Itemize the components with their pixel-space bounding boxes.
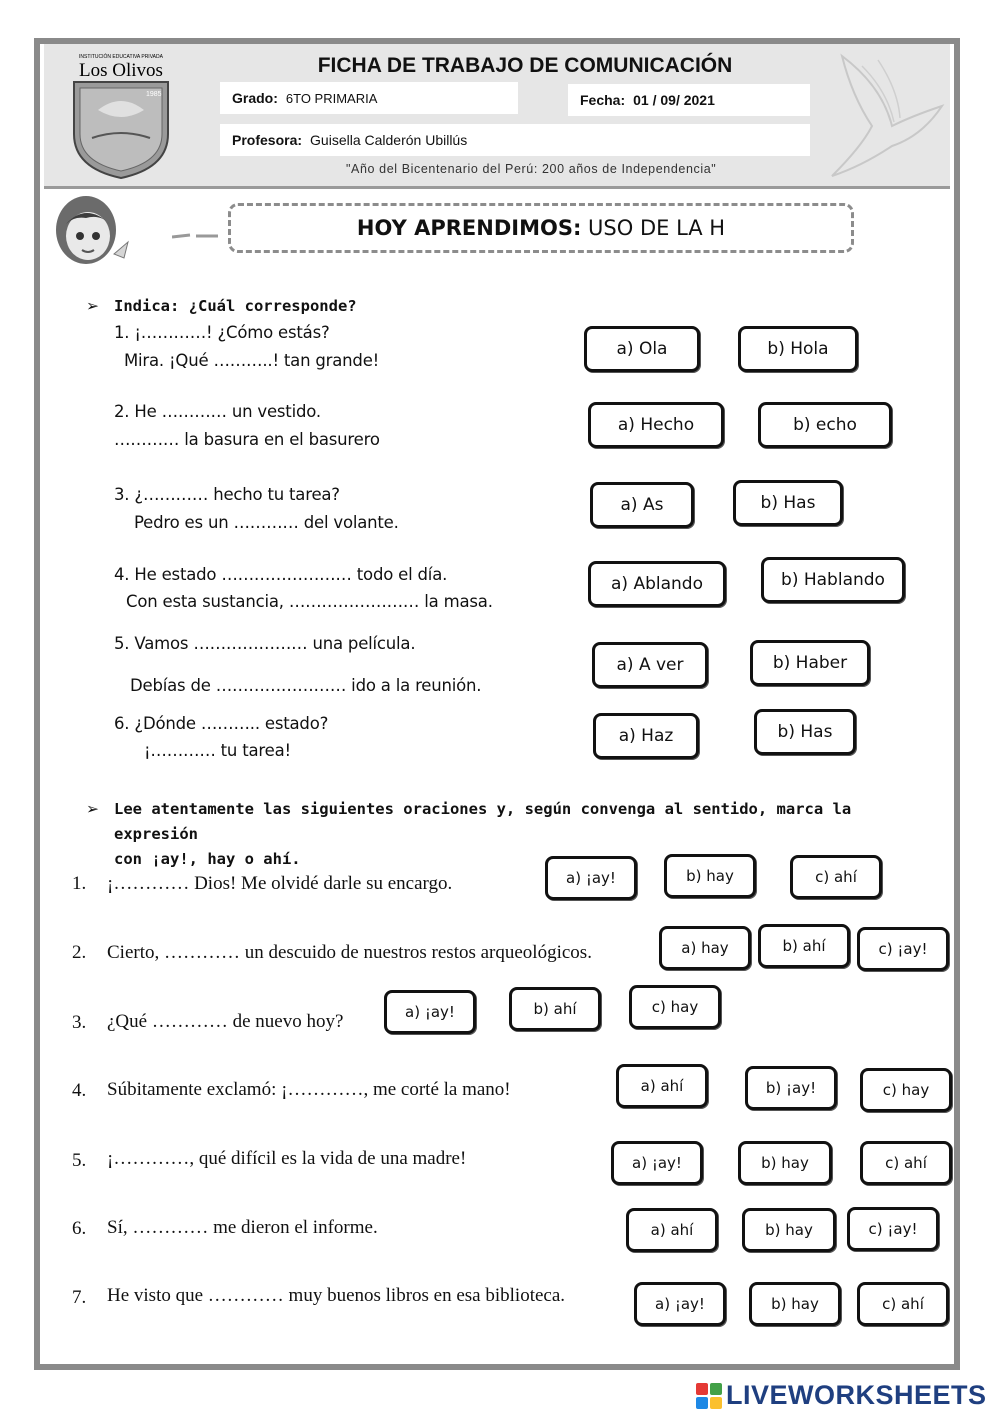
s2-sentence-4: Súbitamente exclamó: ¡…………, me corté la mano! [107, 1079, 511, 1100]
s2-q3-option-c[interactable]: c) hay [629, 985, 721, 1029]
s1-q3-option-a[interactable]: a) As [590, 482, 694, 528]
profesora-field [220, 124, 810, 156]
liveworksheets-logo-icon [696, 1383, 722, 1409]
s1-q6-option-b[interactable]: b) Has [754, 709, 856, 755]
logo-square [710, 1383, 722, 1395]
s1-q6-option-a[interactable]: a) Haz [593, 713, 699, 759]
student-girl-icon [52, 194, 136, 270]
s2-num-1: 1. [72, 873, 87, 894]
topic-title [228, 216, 854, 240]
s2-q7-option-a[interactable]: a) ¡ay! [634, 1282, 726, 1326]
s2-q3-option-a[interactable]: a) ¡ay! [384, 990, 476, 1034]
s1-q1-line1: 1. ¡…………! ¿Cómo estás? [114, 323, 330, 342]
fecha-field [568, 84, 810, 116]
speech-dash-icon [172, 232, 220, 240]
s2-q2-option-c[interactable]: c) ¡ay! [857, 927, 949, 971]
s2-sentence-7: He visto que ………… muy buenos libros en esa biblioteca. [107, 1285, 566, 1306]
s2-sentence-3: ¿Qué ………… de nuevo hoy? [107, 1011, 344, 1032]
s2-num-3: 3. [72, 1012, 87, 1033]
s1-q5-line1: 5. Vamos ………………… una película. [114, 634, 416, 653]
s2-num-7: 7. [72, 1287, 87, 1308]
s1-q4-line2: Con esta sustancia, …………………… la masa. [126, 592, 493, 611]
s1-q6-line2: ¡………… tu tarea! [144, 741, 291, 760]
s2-num-5: 5. [72, 1150, 87, 1171]
s2-q4-option-b[interactable]: b) ¡ay! [745, 1066, 837, 1110]
s2-q6-option-c[interactable]: c) ¡ay! [847, 1207, 939, 1251]
s1-q2-line2: ………… la basura en el basurero [114, 430, 380, 449]
s2-sentence-1: ¡………… Dios! Me olvidé darle su encargo. [107, 873, 453, 894]
s1-q2-option-b[interactable]: b) echo [758, 402, 892, 448]
grado-value: 6TO PRIMARIA [285, 91, 378, 106]
s2-q6-option-a[interactable]: a) ahí [626, 1208, 718, 1252]
s2-q4-option-a[interactable]: a) ahí [616, 1064, 708, 1108]
s2-q5-option-c[interactable]: c) ahí [860, 1141, 952, 1185]
fecha-value: 01 / 09/ 2021 [633, 92, 715, 108]
s2-sentence-6: Sí, ………… me dieron el informe. [107, 1217, 378, 1238]
s2-sentence-2: Cierto, ………… un descuido de nuestros restos arqueológicos. [107, 942, 592, 963]
logo-square [710, 1397, 722, 1409]
section2-instruction-line2: con ¡ay!, hay o ahí. [114, 850, 301, 868]
s1-q4-option-b[interactable]: b) Hablando [761, 557, 905, 603]
section1-instruction [86, 297, 357, 315]
s1-q5-option-a[interactable]: a) A ver [592, 642, 708, 688]
s2-q3-option-b[interactable]: b) ahí [509, 987, 601, 1031]
s2-q4-option-c[interactable]: c) hay [860, 1068, 952, 1112]
topic-bold: HOY APRENDIMOS: [356, 216, 582, 240]
s1-q2-option-a[interactable]: a) Hecho [588, 402, 724, 448]
liveworksheets-watermark [696, 1380, 987, 1411]
dove-icon [822, 46, 950, 180]
s1-q3-line2: Pedro es un ………… del volante. [134, 513, 399, 532]
s2-q2-option-b[interactable]: b) ahí [758, 924, 850, 968]
motto-text: "Año del Bicentenario del Perú: 200 años de Independencia" [346, 162, 717, 176]
fecha-label: Fecha: [580, 92, 626, 108]
s2-q7-option-b[interactable]: b) hay [749, 1282, 841, 1326]
s2-q1-option-a[interactable]: a) ¡ay! [545, 856, 637, 900]
logo-year: 1985 [146, 91, 162, 98]
s2-q2-option-a[interactable]: a) hay [659, 926, 751, 970]
profesora-label: Profesora: [232, 132, 303, 148]
school-shield-logo [68, 50, 174, 180]
logo-small-text: INSTITUCIÓN EDUCATIVA PRIVADA [79, 54, 163, 60]
arrow-bullet-icon: ➢ [86, 297, 99, 315]
s1-q1-line2: Mira. ¡Qué ………..! tan grande! [124, 351, 380, 370]
page-title: FICHA DE TRABAJO DE COMUNICACIÓN [317, 54, 733, 77]
s1-q2-line1: 2. He ………… un vestido. [114, 402, 321, 421]
s2-num-4: 4. [72, 1080, 87, 1101]
s1-q5-option-b[interactable]: b) Haber [750, 640, 870, 686]
s2-sentence-5: ¡…………, qué difícil es la vida de una madre! [107, 1148, 467, 1169]
grado-label: Grado: [232, 90, 278, 106]
profesora-value: Guisella Calderón Ubillús [310, 132, 468, 148]
topic-normal: USO DE LA H [588, 216, 726, 240]
arrow-bullet-icon: ➢ [86, 800, 99, 818]
s2-q5-option-b[interactable]: b) hay [738, 1141, 832, 1185]
logo-square [696, 1383, 708, 1395]
s1-q3-option-b[interactable]: b) Has [733, 480, 843, 526]
s2-num-6: 6. [72, 1218, 87, 1239]
s1-q5-line2: Debías de …………………… ido a la reunión. [130, 676, 482, 695]
section2-instruction-line1: Lee atentamente las siguientes oraciones y, según convenga al sentido, marca la expresión [114, 800, 852, 843]
liveworksheets-text: LIVEWORKSHEETS [726, 1380, 987, 1410]
s1-q4-option-a[interactable]: a) Ablando [588, 561, 726, 607]
s1-q4-line1: 4. He estado …………………… todo el día. [114, 565, 448, 584]
section1-instruction-text: Indica: ¿Cuál corresponde? [114, 297, 357, 315]
s2-q1-option-b[interactable]: b) hay [664, 854, 756, 898]
logo-square [696, 1397, 708, 1409]
s2-num-2: 2. [72, 942, 87, 963]
s1-q6-line1: 6. ¿Dónde ……….. estado? [114, 714, 329, 733]
logo-school-name: Los Olivos [79, 60, 163, 81]
s1-q1-option-a[interactable]: a) Ola [584, 326, 700, 372]
s1-q1-option-b[interactable]: b) Hola [738, 326, 858, 372]
s2-q6-option-b[interactable]: b) hay [742, 1208, 836, 1252]
s2-q1-option-c[interactable]: c) ahí [790, 855, 882, 899]
grado-field [220, 82, 518, 114]
s2-q5-option-a[interactable]: a) ¡ay! [611, 1141, 703, 1185]
s1-q3-line1: 3. ¿………… hecho tu tarea? [114, 485, 340, 504]
s2-q7-option-c[interactable]: c) ahí [857, 1282, 949, 1326]
